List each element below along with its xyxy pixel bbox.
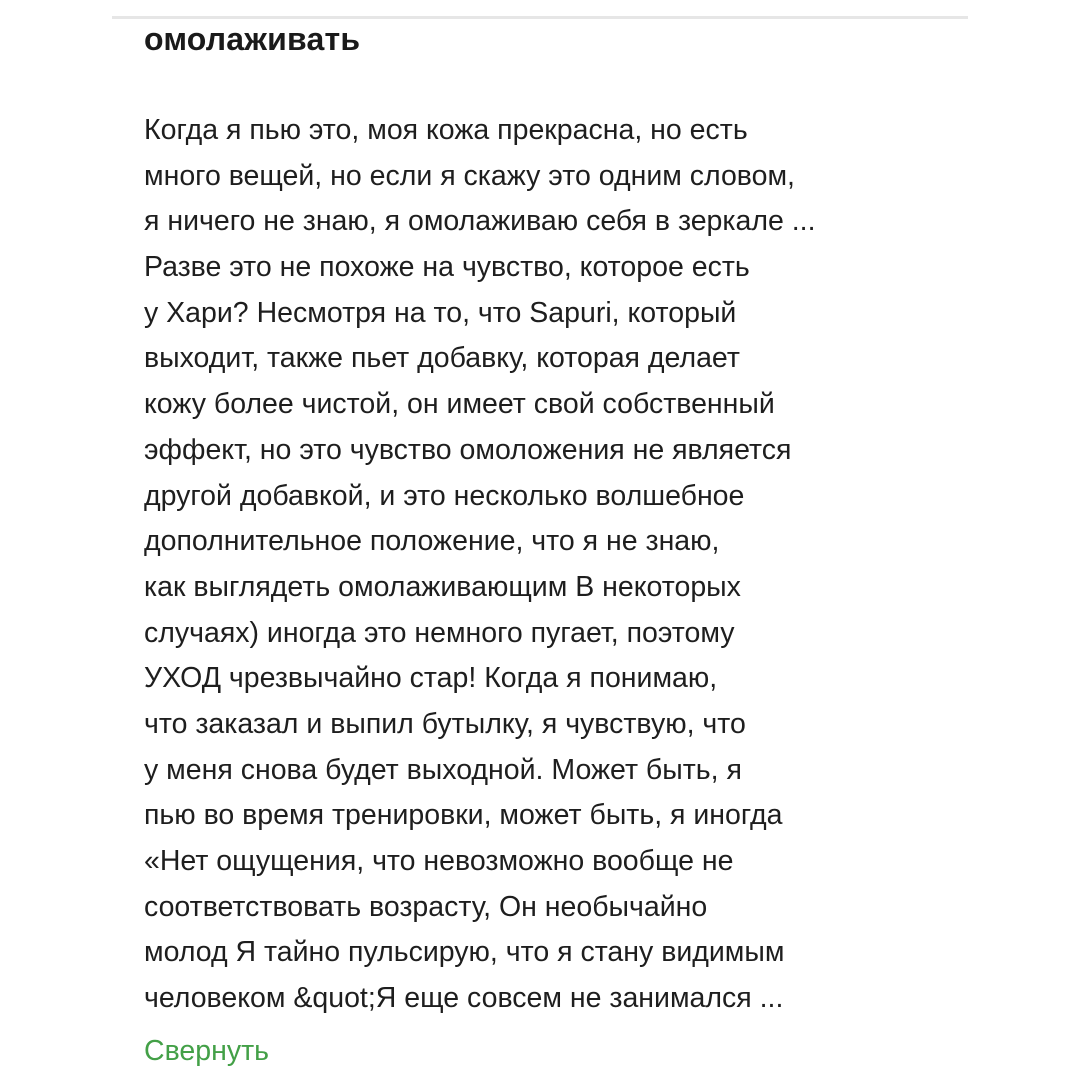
review-line: другой добавкой, и это несколько волшебное (144, 479, 745, 512)
review-line: эффект, но это чувство омоложения не является (144, 433, 792, 466)
review-line: много вещей, но если я скажу это одним словом, (144, 159, 795, 192)
review-line: случаях) иногда это немного пугает, поэтому (144, 616, 735, 649)
review-line: я ничего не знаю, я омолаживаю себя в зеркале ... (144, 205, 816, 238)
review-body (144, 108, 974, 1022)
review-line: соответствовать возрасту, Он необычайно (144, 890, 708, 923)
review-line: у Хари? Несмотря на то, что Sapuri, который (144, 296, 737, 329)
review-line: кожу более чистой, он имеет свой собственный (144, 388, 775, 421)
review-line: выходит, также пьет добавку, которая делает (144, 342, 740, 375)
collapse-link[interactable]: Свернуть (144, 1035, 269, 1067)
review-line: «Нет ощущения, что невозможно вообще не (144, 845, 734, 877)
review-heading: омолаживать (144, 21, 361, 57)
review-line: Когда я пью это, моя кожа прекрасна, но есть (144, 114, 748, 146)
review-line: человеком &quot;Я еще совсем не занимался ... (144, 982, 784, 1015)
review-line: как выглядеть омолаживающим В некоторых (144, 570, 741, 603)
review-line: УХОД чрезвычайно стар! Когда я понимаю, (144, 662, 718, 695)
review-line: у меня снова будет выходной. Может быть, я (144, 753, 742, 786)
review-line: что заказал и выпил бутылку, я чувствую, что (144, 707, 746, 740)
review-line: пью во время тренировки, может быть, я иногда (144, 799, 783, 832)
review-line: молод Я тайно пульсирую, что я стану видимым (144, 936, 785, 969)
review-line: Разве это не похоже на чувство, которое есть (144, 251, 750, 284)
review-line: дополнительное положение, что я не знаю, (144, 525, 720, 558)
